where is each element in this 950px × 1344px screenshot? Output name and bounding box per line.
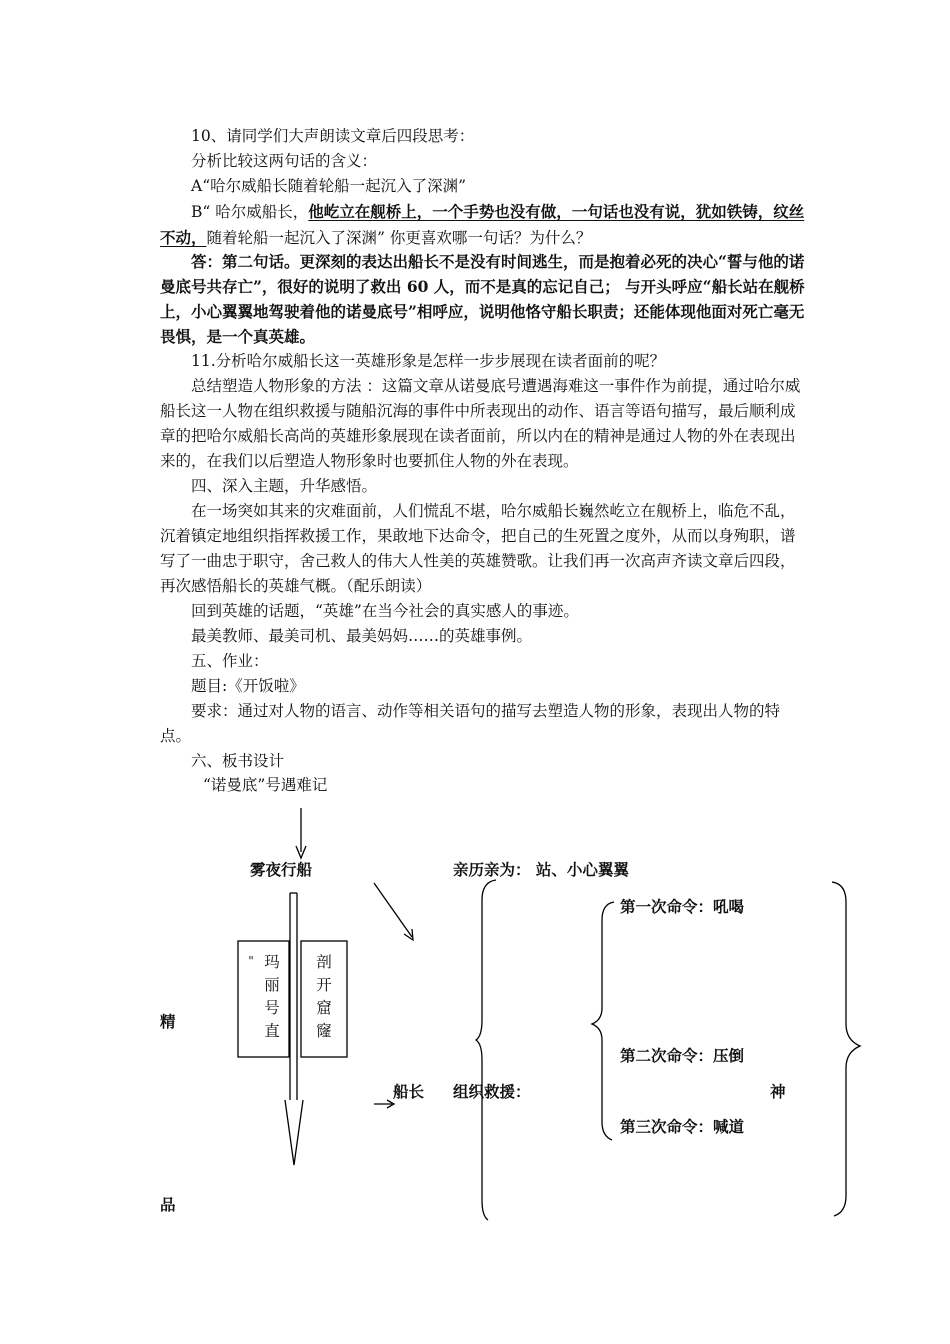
label-personal: 亲历亲为： 站、小心翼翼 [453, 860, 629, 879]
homework-topic: 题目:《开饭啦》 [191, 677, 305, 695]
box-right-text: 剖开窟窿 [316, 953, 332, 1040]
box-left-text: 玛丽号直 [264, 953, 280, 1040]
summary-paragraph: 总结塑造人物形象的方法 ：这篇文章从诺曼底号遭遇海难这一事件作为前提，通过哈尔威船长这一人物在组织救援与随船沉海的事件中所表现出的动作、语言等语句描写，最后顺利成章的把哈尔威船长高尚的英雄形象展现在读者面前，所以内在的精神是通过人物的外在表现出来的，在我们以后塑造人物形象时也要抓住人物的外在表现。 [160, 377, 801, 470]
section-4-body: 在一场突如其来的灾难面前，人们慌乱不堪，哈尔威船长巍然屹立在舰桥上，临危不乱，沉着镇定地组织指挥救援工作，果敢地下达命令，把自己的生死置之度外，从而以身殉职，谱写了一曲忠于职守，舍己救人的伟大人性美的英雄赞歌。让我们再一次高声齐读文章后四段，再次感悟船长的英雄气概。（配乐朗读） [160, 502, 796, 595]
label-command-2: 第二次命令：压倒 [620, 1046, 745, 1065]
main-arrow-head [285, 1100, 303, 1165]
diagonal-arrow-head [404, 929, 413, 940]
box-left-mark: " [248, 954, 254, 968]
right-brace [832, 882, 860, 1216]
answer-paragraph: 答：第二句话。更深刻的表达出船长不是没有时间逃生，而是抱着必死的决心“誓与他的诺曼底号共存亡”，很好的说明了救出 60 人，而不是真的忘记自己； 与开头呼应“船长站在舰桥上，小心翼翼地驾驶着他的诺曼底号”相呼应，说明他恪守船长职责；还能体现他面对死亡毫无畏惧，是一个真英雄。 [160, 252, 805, 346]
sentence-b-prefix: B“ 哈尔威船长， [191, 203, 309, 221]
sentence-b-underlined: 他屹立在舰桥上，一个手势也没有做，一句话也没有说，犹如铁铸，纹丝不动， [160, 202, 805, 247]
inner-left-brace [592, 902, 614, 1140]
question-10: 10、请同学们大声朗读文章后四段思考： [191, 127, 475, 145]
section-5-heading: 五、作业： [191, 652, 269, 670]
question-11: 11.分析哈尔威船长这一英雄形象是怎样一步步展现在读者面前的呢？ [191, 352, 666, 370]
section-6-heading: 六、板书设计 [191, 752, 285, 770]
section-4-heading: 四、深入主题，升华感悟。 [191, 477, 378, 495]
label-command-3: 第三次命令：喊道 [620, 1117, 745, 1136]
label-fog: 雾夜行船 [250, 860, 313, 879]
homework-requirement: 要求：通过对人物的语言、动作等相关语句的描写去塑造人物的形象，表现出人物的特点。 [160, 702, 781, 745]
label-pin: 品 [160, 1195, 176, 1214]
label-command-1: 第一次命令：吼喝 [620, 897, 745, 916]
diagonal-arrow-line [374, 883, 412, 937]
hero-topic: 回到英雄的话题，“英雄”在当今社会的真实感人的事迹。 [191, 602, 579, 620]
label-jing: 精 [160, 1012, 176, 1031]
label-shen: 神 [770, 1082, 786, 1101]
sentence-b-suffix: 随着轮船一起沉入了深渊” 你更喜欢哪一句话？为什么？ [206, 229, 592, 247]
hero-examples: 最美教师、最美司机、最美妈妈……的英雄事例。 [191, 627, 533, 645]
question-10-sub: 分析比较这两句话的含义： [191, 152, 378, 170]
label-captain: 船长 [393, 1082, 425, 1101]
label-rescue: 组织救援： [453, 1082, 531, 1101]
board-title: “诺曼底”号遇难记 [203, 776, 328, 794]
sentence-a: A“哈尔威船长随着轮船一起沉入了深渊” [191, 177, 467, 195]
big-left-brace [476, 880, 496, 1220]
